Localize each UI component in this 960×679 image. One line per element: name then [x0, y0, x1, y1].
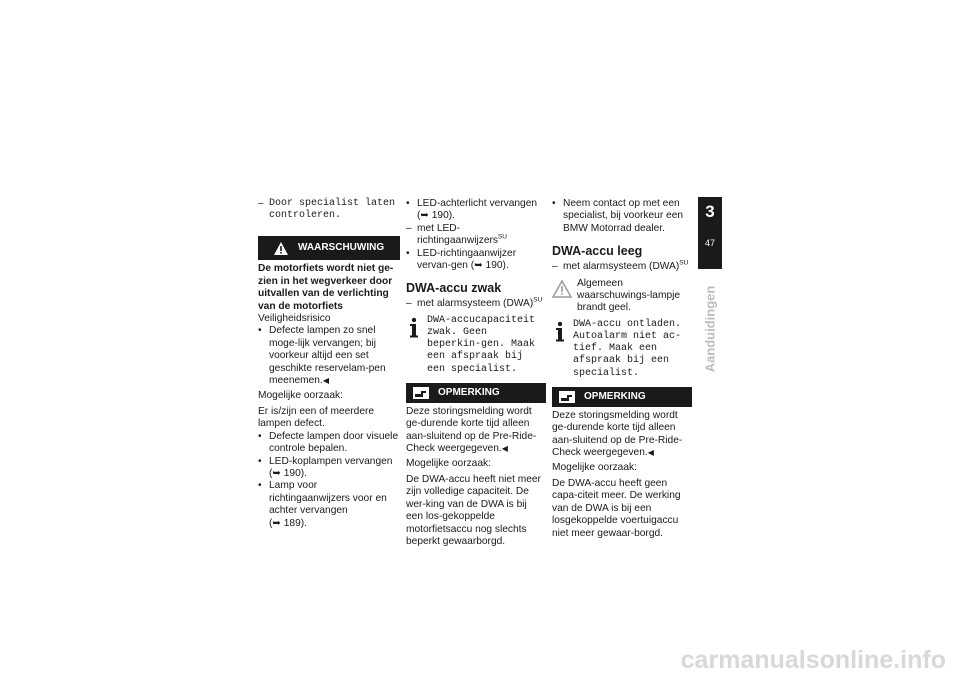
list-item	[552, 198, 692, 235]
list-item-text: Defecte lampen zo snel moge-lijk vervangen; bij voorkeur altijd een set geschikte reservelam-pen meenemen.	[269, 325, 386, 387]
info-message-text: DWA-accu ontladen. Autoalarm niet ac-tief. Maak een afspraak bij een specialist.	[573, 318, 682, 379]
chapter-tab	[698, 197, 722, 269]
warning-light-message	[552, 278, 692, 315]
warning-light-icon	[552, 280, 574, 302]
cause-label: Mogelijke oorzaak:	[258, 390, 343, 402]
condition-line	[406, 223, 546, 248]
warning-banner	[258, 236, 400, 260]
watermark: carmanualsonline.info	[680, 646, 946, 674]
chapter-number: 3	[705, 202, 715, 221]
note-text	[406, 406, 546, 456]
condition-line	[406, 298, 546, 310]
option-superscript: SU	[533, 297, 543, 305]
list-item-text: LED-richtingaanwijzer vervan-gen (➥ 190).	[417, 247, 517, 272]
cause-text: Er is/zijn een of meerdere lampen defect.	[258, 405, 375, 430]
column-3	[552, 198, 692, 543]
note-text	[552, 410, 692, 460]
condition-text: met alarmsysteem (DWA)	[563, 261, 680, 273]
page-reference[interactable]: (➥ 189).	[269, 517, 307, 529]
info-message-text: DWA-accucapaciteit zwak. Geen beperkin-gen. Maak een afspraak bij een specialist.	[427, 314, 536, 375]
cause-label: Mogelijke oorzaak:	[406, 458, 491, 470]
condition-line	[552, 261, 692, 273]
section-heading: DWA-accu zwak	[406, 281, 502, 296]
warning-title: De motorfiets wordt niet ge-zien in het wegverkeer door uitvallen van de verlichting van de motorfiets	[258, 263, 394, 312]
warning-label: WAARSCHUWING	[298, 242, 385, 254]
list-item	[406, 248, 546, 273]
list-item	[258, 431, 400, 456]
note-label: OPMERKING	[438, 386, 500, 398]
chapter-side-title	[697, 278, 723, 380]
note-label: OPMERKING	[584, 390, 646, 402]
chapter-title: Aanduidingen	[702, 285, 718, 373]
end-mark-icon: ◀	[647, 448, 654, 458]
list-item	[258, 456, 400, 481]
option-superscript: SU	[497, 233, 507, 241]
info-icon	[552, 321, 570, 343]
list-item-text: Defecte lampen door visuele controle bepalen.	[269, 430, 399, 455]
list-item-text: • LED-koplampen vervangen	[269, 455, 393, 467]
list-item-text: Neem contact op met een specialist, bij voorkeur een BMW Motorrad dealer.	[563, 198, 684, 234]
page-reference[interactable]: (➥ 190).	[417, 210, 455, 222]
list-item	[258, 480, 400, 530]
cause-text: De DWA-accu heeft niet meer zijn volledige capaciteit. De wer-king van de DWA is bij een los-gekoppelde motorfietsaccu nog slechts beperkt gewaarborgd.	[406, 473, 541, 547]
warning-triangle-icon	[272, 241, 290, 255]
cause-label: Mogelijke oorzaak:	[552, 462, 637, 474]
info-message	[552, 319, 692, 380]
page-reference[interactable]: (➥ 190).	[269, 467, 307, 479]
condition-text: met LED-richtingaanwijzers	[417, 222, 498, 247]
page-number: 47	[704, 238, 715, 248]
column-1	[258, 198, 400, 530]
end-mark-icon: ◀	[501, 444, 508, 454]
column-2	[406, 198, 546, 551]
condition-text: met alarmsysteem (DWA)	[417, 298, 534, 310]
cause-text: De DWA-accu heeft geen capa-citeit meer. De werking van de DWA is bij een losgekoppelde voertuigaccu niet meer gewaar-borgd.	[552, 477, 681, 539]
mono-instruction: – Door specialist laten controleren.	[258, 198, 400, 222]
section-heading: DWA-accu leeg	[552, 244, 643, 259]
list-item-text: • Lamp voor richtingaanwijzers voor en achter vervangen	[269, 480, 387, 517]
list-item	[406, 198, 546, 223]
note-body: Deze storingsmelding wordt ge-durende korte tijd alleen aan-sluitend op de Pre-Ride-Check weergegeven.	[406, 405, 537, 455]
list-item	[258, 325, 400, 387]
option-superscript: SU	[679, 259, 689, 267]
note-banner	[552, 387, 692, 407]
pointing-hand-icon	[558, 390, 576, 404]
note-body: Deze storingsmelding wordt ge-durende korte tijd alleen aan-sluitend op de Pre-Ride-Check weergegeven.	[552, 409, 683, 459]
list-item-text: • LED-achterlicht vervangen	[417, 198, 538, 209]
info-message	[406, 315, 546, 376]
risk-text: Veiligheidsrisico	[258, 313, 331, 325]
warning-light-text: Algemeen waarschuwings-lampje brandt geel.	[577, 277, 681, 314]
note-banner	[406, 383, 546, 403]
info-icon	[406, 317, 424, 339]
pointing-hand-icon	[412, 386, 430, 400]
end-mark-icon: ◀	[322, 376, 329, 386]
